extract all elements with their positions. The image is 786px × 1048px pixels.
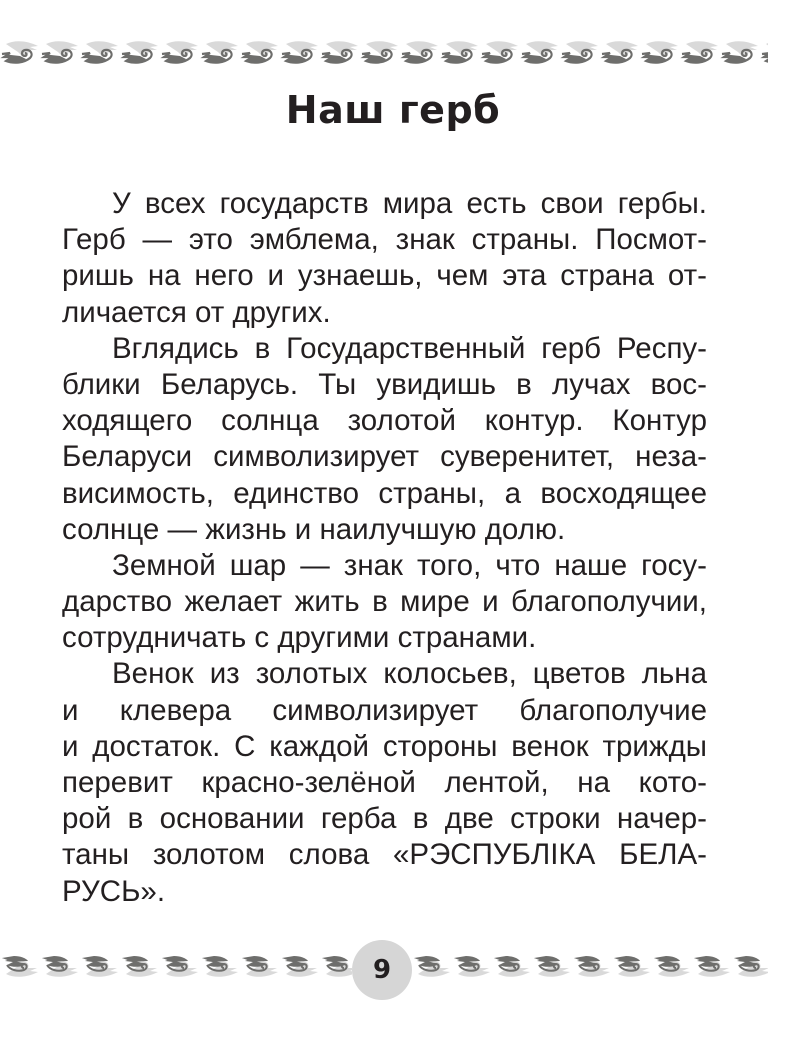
wave-scroll-ornament-icon xyxy=(440,38,480,66)
text-line: Беларуси символизирует суверенитет, неза- xyxy=(62,440,707,474)
text-line: висимость, единство страны, а восходящее xyxy=(62,476,707,510)
wave-scroll-ornament-icon xyxy=(640,38,680,66)
text-line: рой в основании герба в две строки начер- xyxy=(62,802,707,836)
wave-scroll-ornament-icon xyxy=(680,38,720,66)
page-number-badge xyxy=(352,940,412,1000)
wave-scroll-ornament-icon xyxy=(120,38,160,66)
wave-scroll-ornament-icon xyxy=(200,38,240,66)
wave-scroll-ornament-icon xyxy=(612,952,652,980)
top-ornament-border xyxy=(0,38,768,66)
wave-scroll-ornament-icon xyxy=(360,38,400,66)
wave-scroll-ornament-icon xyxy=(80,38,120,66)
text-line: Земной шар — знак того, что наше госу- xyxy=(112,548,707,582)
wave-scroll-ornament-icon xyxy=(320,38,360,66)
wave-scroll-ornament-icon xyxy=(280,952,320,980)
wave-scroll-ornament-icon xyxy=(652,952,692,980)
wave-scroll-ornament-icon xyxy=(200,952,240,980)
wave-scroll-ornament-icon xyxy=(520,38,560,66)
paragraph-2 xyxy=(62,331,707,548)
wave-scroll-ornament-icon xyxy=(692,952,732,980)
wave-scroll-ornament-icon xyxy=(532,952,572,980)
text-line: таны золотом слова «РЭСПУБЛІКА БЕЛА- xyxy=(62,838,707,872)
wave-scroll-ornament-icon xyxy=(160,952,200,980)
text-line: сотрудничать с другими странами. xyxy=(62,621,537,655)
wave-scroll-ornament-icon xyxy=(480,38,520,66)
wave-scroll-ornament-icon xyxy=(572,952,612,980)
article-body xyxy=(62,186,707,910)
wave-scroll-ornament-icon xyxy=(560,38,600,66)
wave-scroll-ornament-icon xyxy=(0,952,40,980)
wave-scroll-ornament-icon xyxy=(0,38,40,66)
bottom-ornament-border-left xyxy=(0,952,352,980)
text-line: дарство желает жить в мире и благополучии, xyxy=(62,585,707,619)
text-line: и достаток. С каждой стороны венок трижды xyxy=(62,729,707,763)
wave-scroll-ornament-icon xyxy=(320,952,352,980)
paragraph-4 xyxy=(62,656,707,909)
text-line: блики Беларусь. Ты увидишь в лучах вос- xyxy=(62,367,707,401)
wave-scroll-ornament-icon xyxy=(732,952,768,980)
text-line: солнце — жизнь и наилучшую долю. xyxy=(62,512,566,546)
wave-scroll-ornament-icon xyxy=(40,38,80,66)
text-line: Герб — это эмблема, знак страны. Посмот- xyxy=(62,223,707,257)
text-line: перевит красно-зелёной лентой, на кото- xyxy=(62,766,707,799)
wave-scroll-ornament-icon xyxy=(720,38,760,66)
wave-scroll-ornament-icon xyxy=(600,38,640,66)
text-line: и клевера символизирует благополучие xyxy=(62,693,707,727)
text-line: ходящего солнца золотой контур. Контур xyxy=(62,404,707,438)
text-line: Венок из золотых колосьев, цветов льна xyxy=(112,657,707,691)
bottom-ornament-border-right xyxy=(412,952,768,980)
wave-scroll-ornament-icon xyxy=(120,952,160,980)
wave-scroll-ornament-icon xyxy=(40,952,80,980)
wave-scroll-ornament-icon xyxy=(412,952,452,980)
text-line: Вглядись в Государственный герб Респу- xyxy=(112,331,707,365)
wave-scroll-ornament-icon xyxy=(452,952,492,980)
wave-scroll-ornament-icon xyxy=(760,38,768,66)
wave-scroll-ornament-icon xyxy=(240,952,280,980)
page-title: Наш герб xyxy=(285,88,501,132)
paragraph-3 xyxy=(62,548,707,657)
text-line: ришь на него и узнаешь, чем эта страна от- xyxy=(62,259,707,293)
text-line: У всех государств мира есть свои гербы. xyxy=(112,187,707,220)
text-line: личается от других. xyxy=(62,295,331,329)
wave-scroll-ornament-icon xyxy=(400,38,440,66)
text-line: РУСЬ». xyxy=(62,874,166,908)
wave-scroll-ornament-icon xyxy=(160,38,200,66)
page-number: 9 xyxy=(372,955,392,985)
wave-scroll-ornament-icon xyxy=(80,952,120,980)
wave-scroll-ornament-icon xyxy=(280,38,320,66)
wave-scroll-ornament-icon xyxy=(240,38,280,66)
paragraph-1 xyxy=(62,186,707,331)
wave-scroll-ornament-icon xyxy=(492,952,532,980)
